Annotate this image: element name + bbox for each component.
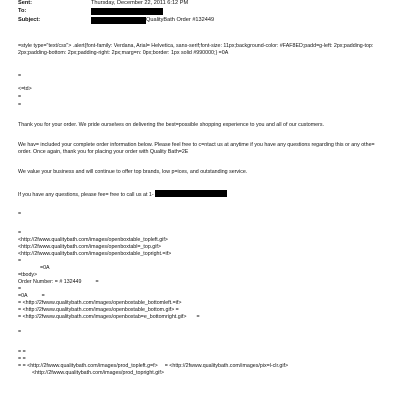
redaction-bar [91, 17, 146, 24]
subject-text: QualityBath Order #132449 [146, 16, 215, 23]
eq-line: = = [18, 356, 26, 362]
image-link-openbox-topright[interactable]: <http://2fwww.qualitybath.com/images/openboxtable_topright.=if> [18, 251, 172, 257]
thanks-paragraph: Thank you for your order. We pride ourselves on delivering the best=possible shopping experience to you and all of our customers. [18, 122, 324, 128]
image-link-openbox-bottomright[interactable] [18, 314, 384, 321]
sent-value: Thursday, December 22, 2011 6:12 PM [91, 0, 189, 6]
subject-label: Subject: [18, 16, 41, 23]
eq-line: = [18, 258, 22, 264]
order-number-text: Order Number: = # 132449 [18, 279, 82, 285]
image-link-prod-row [18, 363, 384, 370]
eq-line: = = [18, 349, 26, 355]
questions-text: If you have any questions, please fee= free to call us at 1- [18, 192, 154, 198]
eq-line: = [18, 230, 22, 236]
order-number-line [18, 279, 384, 286]
value-paragraph: We value your business and will continue to offer top brands, low p=ices, and outstanding service. [18, 169, 248, 175]
url-eq: = [196, 314, 200, 320]
eq-line: = [18, 286, 22, 292]
image-link-text[interactable]: = <http://2fwww.qualitybath.com/images/openboxtab=e_bottomright.gif> [18, 314, 187, 320]
sent-label: Sent: [18, 0, 32, 6]
eq-line: = [18, 211, 22, 217]
eq-line: = [18, 102, 22, 108]
image-link-pixel-clr[interactable]: <http://2fwww.qualitybath.com/images/pix=l-clr.gif> [169, 363, 289, 369]
to-row [18, 8, 386, 16]
redaction-bar [91, 8, 163, 15]
image-link-openbox-top[interactable]: <http://2fwww.qualitybath.com/images/openboxtabl=_top.gif> [18, 244, 161, 250]
eq-line: = [18, 73, 22, 79]
image-link-openbox-topleft[interactable]: <http://2fwww.qualitybath.com/images/openboxtable_topleft.gif> [18, 237, 168, 243]
redaction-bar [155, 190, 227, 197]
email-header [18, 0, 386, 25]
info-paragraph: We hav= included your complete order information below. Please feel free to c=ntact us at anytime if you have any questions regarding this or any othe= order. Once again, thank you for placing your order with Quality Bath=2E [18, 142, 377, 156]
order-eq: = [95, 279, 99, 285]
eq-line: = [18, 329, 22, 335]
oa-line [18, 293, 384, 300]
style-block-text: =style type="text/css"> .alert{font-family: Verdana, Arial= Helvetica, sans-serif;font-size: 11px;background-color: #FAF8ED;padd=g-left: 2px;padding-top: 2px;padding-bottom: 2px;padding-right: 2px;marg=n: 0px;border: 1px solid #990000;} =0A [18, 43, 375, 57]
image-link-openbox-bottomleft[interactable]: = <http://2fwww.qualitybath.com/images/openboxtable_bottomleft.=if> [18, 300, 182, 306]
subject-row [18, 17, 386, 25]
to-value [91, 8, 163, 15]
oa-line: =0A [40, 265, 50, 271]
oa-eq: = [41, 293, 45, 299]
subject-value [91, 17, 214, 24]
image-link-prod-topleft[interactable]: = = <http://2fwww.qualitybath.com/images/prod_topleft.g=f> [18, 363, 158, 369]
td-line: <=td> [18, 86, 32, 92]
sent-row [18, 0, 386, 8]
to-label: To: [18, 8, 27, 15]
tbody-line: =tbody> [18, 272, 38, 278]
prod-eq: = [164, 363, 168, 369]
questions-line [18, 190, 384, 199]
image-link-prod-topright[interactable]: <http://2fwww.qualitybath.com/images/prod_topright.gif> [32, 370, 164, 376]
image-link-openbox-bottom[interactable]: = <http://2fwww.qualitybath.com/images/openboxtable_bottom.gif> = [18, 307, 179, 313]
oa-text: =0A [18, 293, 28, 299]
eq-line: = [18, 94, 22, 100]
